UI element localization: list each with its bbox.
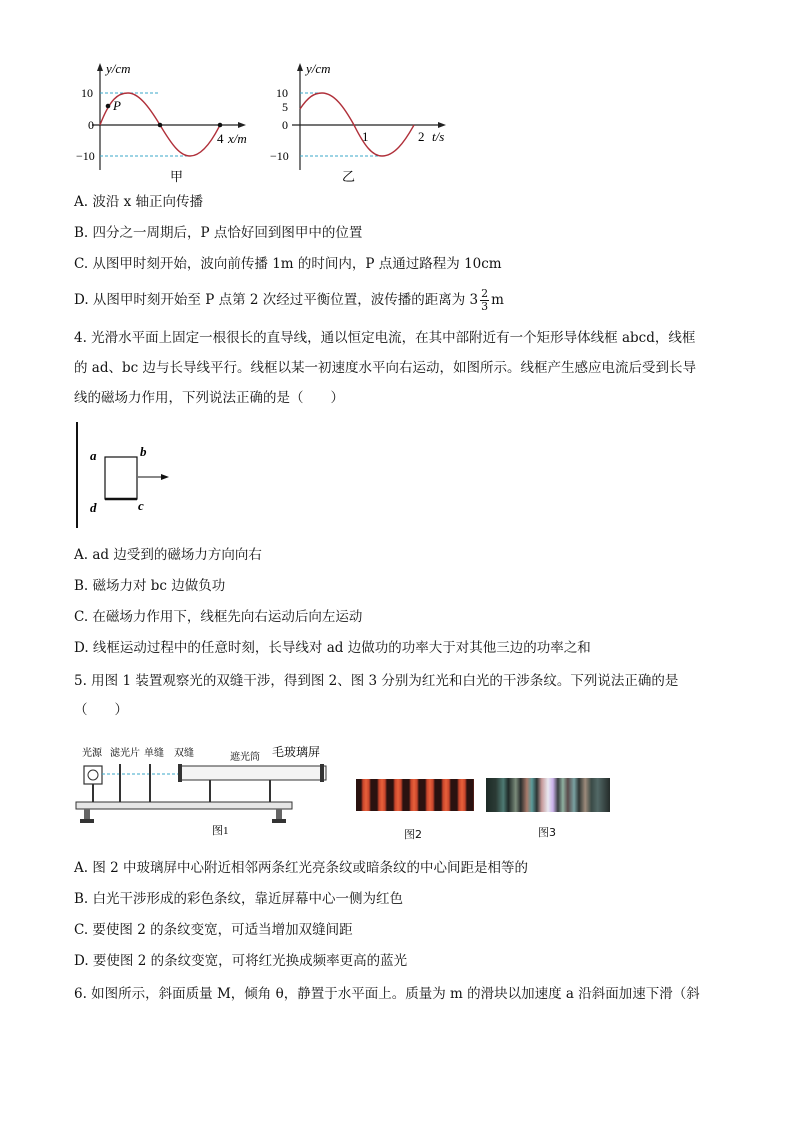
svg-text:−10: −10 — [76, 149, 95, 163]
caption-jia: 甲 — [170, 169, 184, 184]
vibration-graph-yi — [258, 55, 458, 185]
svg-text:10: 10 — [276, 86, 288, 100]
caption-yi: 乙 — [342, 169, 356, 184]
q5-option-a: A. 图 2 中玻璃屏中心附近相邻两条红光亮条纹或暗条纹的中心间距是相等的 — [74, 860, 529, 876]
q3-option-d: D. 从图甲时刻开始至 P 点第 2 次经过平衡位置，波传播的距离为 3 $\frac{2}{3}$ m — [74, 287, 504, 313]
fig3-caption: 图3 — [538, 826, 556, 839]
fig2-caption: 图2 — [404, 828, 422, 841]
q5-option-d: D. 要使图 2 的条纹变宽，可将红光换成频率更高的蓝光 — [74, 953, 408, 969]
rect-frame — [105, 457, 137, 499]
q3-option-c: C. 从图甲时刻开始，波向前传播 1m 的时间内，P 点通过路程为 10cm — [74, 256, 502, 272]
q5-stem-line1: 5. 用图 1 装置观察光的双缝干涉，得到图 2、图 3 分别为红光和白光的干涉条纹。下列说法正确的是 — [74, 673, 679, 689]
q4-option-b: B. 磁场力对 bc 边做负功 — [74, 578, 226, 594]
svg-text:t/s: t/s — [432, 129, 445, 144]
xlabel-jia: x/m — [228, 131, 247, 146]
point-p-label: P — [113, 98, 121, 113]
svg-text:1: 1 — [362, 129, 369, 144]
wave-graph-jia — [76, 55, 260, 185]
q4-option-c: C. 在磁场力作用下，线框先向右运动后向左运动 — [74, 609, 363, 625]
red-fringe-image — [356, 779, 474, 811]
q4-option-d: D. 线框运动过程中的任意时刻，长导线对 ad 边做功的功率大于对其他三边的功率之和 — [74, 640, 591, 656]
ylabel-jia: y/cm — [106, 61, 131, 76]
q3-option-a: A. 波沿 x 轴正向传播 — [74, 194, 204, 210]
svg-text:0: 0 — [88, 118, 94, 132]
white-fringe-image — [486, 778, 610, 812]
svg-text:−10: −10 — [270, 149, 289, 163]
svg-text:5: 5 — [282, 100, 288, 114]
svg-text:b: b — [140, 444, 147, 459]
q5-option-c: C. 要使图 2 的条纹变宽，可适当增加双缝间距 — [74, 922, 353, 938]
q4-stem-line1: 4. 光滑水平面上固定一根很长的直导线，通以恒定电流，在其中部附近有一个矩形导体线框 abcd，线框 — [74, 330, 696, 346]
q5-option-b: B. 白光干涉形成的彩色条纹，靠近屏幕中心一侧为红色 — [74, 891, 404, 907]
point-p — [106, 104, 111, 109]
svg-text:遮光筒: 遮光筒 — [230, 752, 260, 763]
svg-text:0: 0 — [282, 118, 288, 132]
svg-text:2: 2 — [418, 129, 425, 144]
svg-text:4: 4 — [217, 131, 224, 146]
q5-stem-line2: （ ） — [74, 702, 128, 718]
svg-text:单缝: 单缝 — [144, 748, 164, 759]
q4-stem-line2: 的 ad、bc 边与长导线平行。线框以某一初速度水平向右运动，如图所示。线框产生感应电流后受到长导 — [74, 360, 696, 376]
svg-text:双缝: 双缝 — [174, 748, 194, 759]
double-slit-apparatus — [74, 740, 336, 840]
svg-text:c: c — [138, 498, 144, 513]
q4-stem-line3: 线的磁场力作用，下列说法正确的是（ ） — [74, 390, 344, 406]
q4-option-a: A. ad 边受到的磁场力方向向右 — [74, 547, 262, 563]
svg-text:y/cm: y/cm — [306, 61, 331, 76]
svg-text:毛玻璃屏: 毛玻璃屏 — [272, 745, 321, 759]
q3-option-b: B. 四分之一周期后，P 点恰好回到图甲中的位置 — [74, 225, 363, 241]
wire-frame-figure — [70, 420, 190, 532]
svg-text:a: a — [90, 448, 97, 463]
svg-text:10: 10 — [81, 86, 93, 100]
q6-stem: 6. 如图所示，斜面质量 M，倾角 θ，静置于水平面上。质量为 m 的滑块以加速度 a 沿斜面加速下滑（斜 — [74, 986, 700, 1002]
svg-text:滤光片: 滤光片 — [110, 748, 140, 759]
svg-text:d: d — [90, 500, 97, 515]
svg-text:光源: 光源 — [82, 748, 102, 759]
fig1-caption: 图1 — [212, 825, 229, 837]
